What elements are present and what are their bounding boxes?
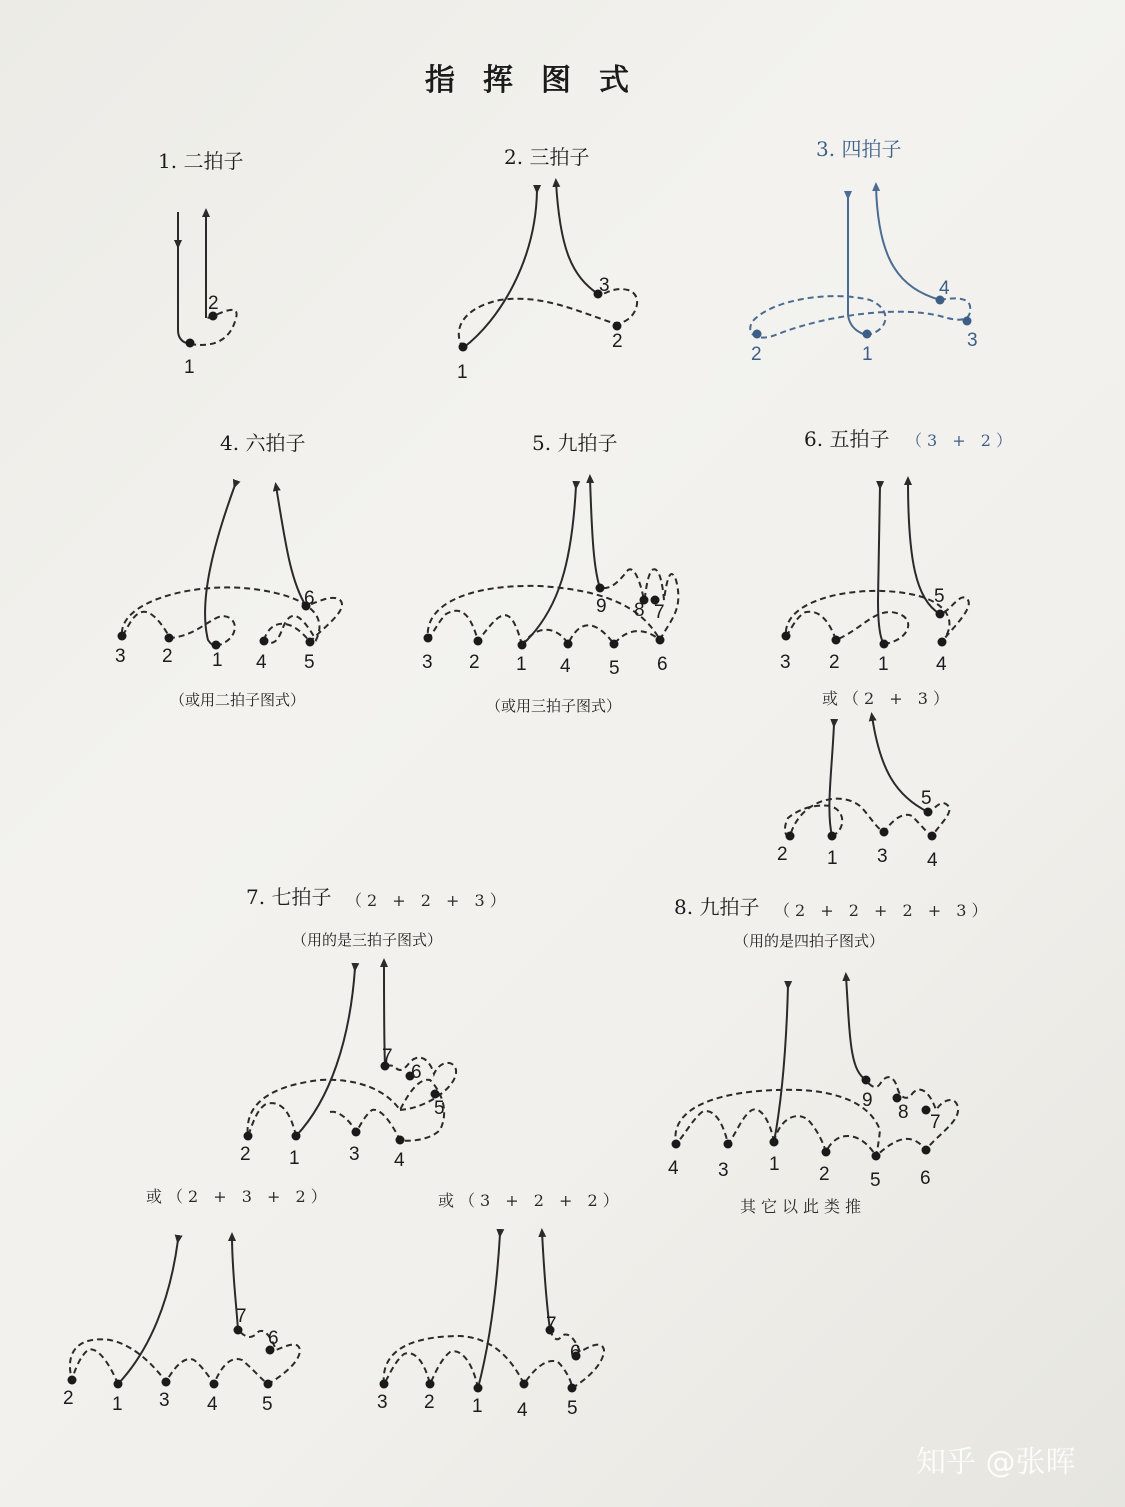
downbeat-stroke — [178, 212, 190, 344]
diagram-note: （用的是三拍子图式） — [292, 931, 443, 949]
beat-number: 2 — [829, 652, 840, 673]
beat-number: 7 — [654, 602, 665, 623]
beat-number: 2 — [63, 1388, 74, 1409]
beat-number: 4 — [207, 1394, 218, 1415]
beat-number: 2 — [424, 1392, 435, 1413]
beat-number: 8 — [634, 600, 645, 621]
beat-number: 5 — [434, 1098, 445, 1119]
beat-number: 7 — [546, 1314, 557, 1335]
beat-number: 2 — [819, 1164, 830, 1185]
diagram-five-beat-3-2 — [780, 427, 1017, 675]
beat-number: 3 — [349, 1144, 360, 1165]
beat-number: 6 — [304, 588, 315, 609]
beat-number: 4 — [560, 656, 571, 677]
beat-number: 4 — [668, 1158, 679, 1179]
beat-number: 3 — [115, 646, 126, 667]
beat-path — [122, 587, 320, 646]
diagram-three-beat — [457, 145, 637, 383]
beat-number: 1 — [878, 654, 889, 675]
diagram-label: 或（2 + 3 + 2） — [146, 1187, 332, 1206]
diagram-label: 3. 四拍子 — [816, 137, 902, 161]
diagram-nine-beat — [422, 431, 678, 715]
beat-number: 4 — [517, 1400, 528, 1421]
beat-path — [70, 1330, 300, 1384]
diagram-note: （用的是四拍子图式） — [734, 932, 885, 950]
diagram-label: 或（3 + 2 + 2） — [438, 1191, 624, 1210]
beat-number: 5 — [304, 652, 315, 673]
beat-number: 6 — [268, 1328, 279, 1349]
watermark: 知乎 @张晖 — [916, 1445, 1076, 1480]
diagram-seven-beat-3-2-2 — [377, 1191, 624, 1421]
beat-number: 3 — [967, 330, 978, 351]
beat-number: 1 — [289, 1148, 300, 1169]
beat-number: 1 — [516, 654, 527, 675]
beat-path — [459, 289, 637, 348]
downbeat-stroke — [829, 724, 834, 836]
beat-number: 9 — [862, 1090, 873, 1111]
downbeat-stroke — [463, 190, 537, 348]
beat-path — [248, 1080, 445, 1141]
beat-number: 5 — [567, 1398, 578, 1419]
diagram-five-beat-2-3 — [777, 689, 954, 871]
beat-number: 3 — [159, 1390, 170, 1411]
beat-number: 5 — [609, 658, 620, 679]
beat-number: 5 — [262, 1394, 273, 1415]
diagram-label: 2. 三拍子 — [504, 145, 590, 169]
diagram-note: （或用二拍子图式） — [170, 691, 306, 709]
beat-number: 2 — [162, 646, 173, 667]
diagram-grouping: （2 + 2 + 2 + 3） — [774, 901, 993, 920]
beat-number: 1 — [769, 1154, 780, 1175]
beat-dot — [186, 339, 195, 348]
diagram-nine-beat-2-2-2-3 — [668, 895, 992, 1216]
beat-number: 4 — [936, 654, 947, 675]
downbeat-stroke — [118, 1240, 178, 1384]
beat-number: 7 — [236, 1306, 247, 1327]
beat-number: 1 — [472, 1396, 483, 1417]
diagram-footer: 其它以此类推 — [740, 1197, 867, 1216]
downbeat-stroke — [774, 986, 788, 1142]
beat-number: 1 — [184, 357, 195, 378]
beat-number: 6 — [657, 654, 668, 675]
downbeat-stroke — [522, 486, 576, 645]
beat-number: 2 — [469, 652, 480, 673]
diagram-four-beat — [750, 137, 977, 365]
beat-number: 1 — [112, 1394, 123, 1415]
diagram-label: 6. 五拍子 — [804, 427, 890, 451]
diagram-two-beat — [158, 149, 243, 378]
downbeat-stroke — [478, 1234, 500, 1388]
beat-number: 5 — [921, 788, 932, 809]
beat-number: 3 — [599, 275, 610, 296]
beat-number: 9 — [596, 596, 607, 617]
beat-number: 4 — [394, 1150, 405, 1171]
beat-number: 3 — [422, 652, 433, 673]
beat-number: 2 — [751, 344, 762, 365]
beat-number: 5 — [934, 586, 945, 607]
beat-number: 6 — [411, 1062, 422, 1083]
diagram-note: （或用三拍子图式） — [486, 697, 622, 715]
upbeat-stroke — [590, 478, 600, 588]
page-title: 指挥图式 — [425, 63, 657, 98]
upbeat-stroke — [846, 976, 866, 1080]
beat-number: 3 — [377, 1392, 388, 1413]
beat-number: 4 — [939, 278, 950, 299]
upbeat-stroke — [876, 186, 940, 300]
beat-number: 1 — [457, 362, 468, 383]
upbeat-stroke — [276, 486, 306, 606]
diagram-label: 7. 七拍子 — [246, 885, 332, 909]
upbeat-stroke — [872, 716, 928, 812]
diagram-seven-beat-2-3-2 — [63, 1187, 332, 1415]
beat-number: 2 — [777, 844, 788, 865]
diagram-label: 1. 二拍子 — [158, 149, 244, 173]
beat-number: 4 — [256, 652, 267, 673]
diagram-six-beat — [115, 431, 342, 709]
beat-number: 3 — [877, 846, 888, 867]
downbeat-stroke — [296, 968, 355, 1136]
diagram-grouping: （3 + 2） — [906, 431, 1017, 450]
beat-number: 6 — [570, 1342, 581, 1363]
upbeat-stroke — [556, 182, 598, 294]
beat-number: 3 — [718, 1160, 729, 1181]
beat-number: 2 — [208, 293, 219, 314]
beat-number: 1 — [862, 344, 873, 365]
beat-number: 7 — [382, 1046, 393, 1067]
beat-number: 4 — [927, 850, 938, 871]
beat-number: 8 — [898, 1102, 909, 1123]
beat-number: 3 — [780, 652, 791, 673]
diagram-grouping: （2 + 2 + 3） — [346, 891, 511, 910]
diagram-label: 或（2 + 3） — [822, 689, 954, 708]
beat-number: 1 — [212, 650, 223, 671]
diagram-label: 5. 九拍子 — [532, 431, 618, 455]
beat-number: 2 — [612, 331, 623, 352]
beat-number: 7 — [930, 1112, 941, 1133]
diagram-label: 4. 六拍子 — [220, 431, 306, 455]
downbeat-stroke — [878, 486, 884, 644]
beat-path — [675, 1077, 958, 1156]
diagram-seven-beat-2-2-3 — [240, 885, 511, 1171]
beat-number: 2 — [240, 1144, 251, 1165]
beat-number: 6 — [920, 1168, 931, 1189]
beat-number: 1 — [827, 848, 838, 869]
diagram-label: 8. 九拍子 — [674, 895, 760, 919]
beat-number: 5 — [870, 1170, 881, 1191]
